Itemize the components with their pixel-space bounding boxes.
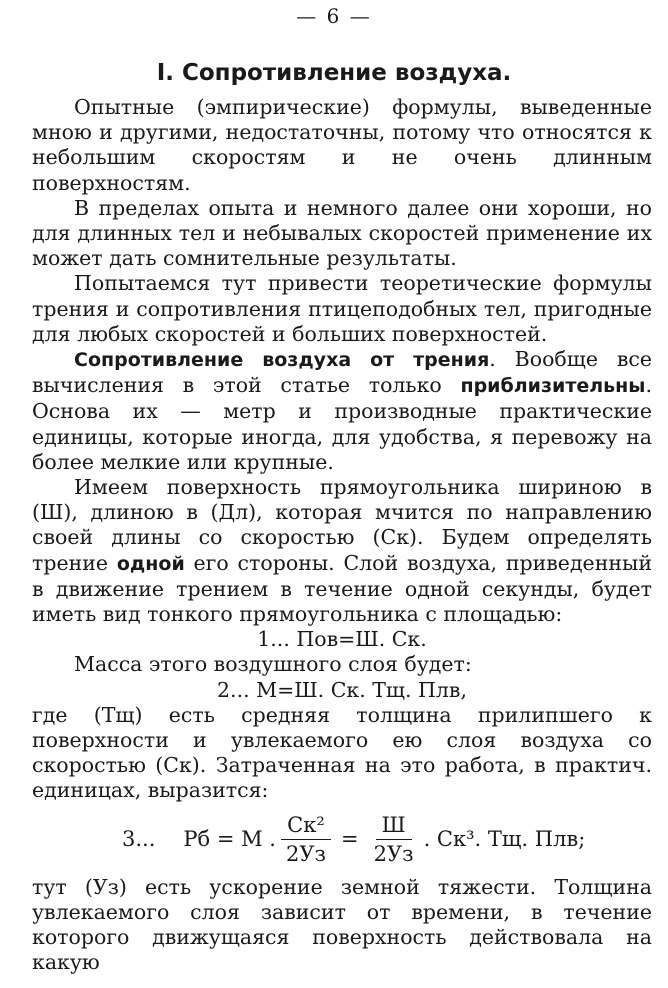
- subheading-friction: Сопротивление воздуха от трения: [74, 349, 490, 372]
- paragraph-2: В пределах опыта и немного далее они хороши, но для длинных тел и небывалых скоростей применение их может дать сомнительные результаты.: [32, 195, 652, 271]
- paragraph-4: [32, 347, 652, 475]
- formula-3-lhs: Рб = М .: [183, 826, 276, 851]
- paragraph-1: Опытные (эмпирические) формулы, выведенные мною и другими, недостаточны, потому что относятся к небольшим скоростям и не очень длинным поверхностям.: [32, 95, 652, 195]
- paragraph-4-text-b: . Основа их — метр и производные практические единицы, которые иногда, для удобства, я перевожу на более мелкие или крупные.: [32, 373, 652, 474]
- formula-1: 1... Пов=Ш. Ск.: [257, 627, 427, 652]
- fraction-2: [368, 812, 420, 867]
- section-heading: I. Сопротивление воздуха.: [156, 60, 512, 86]
- paragraph-4-text-a: . Вообще все вычисления в этой статье только: [32, 347, 652, 398]
- paragraph-8: тут (Уз) есть ускорение земной тяжести. Толщина увлекаемого слоя зависит от времени, в течение которого движущаяся поверхность действовала на какую: [32, 874, 652, 975]
- paragraph-6: Масса этого воздушного слоя будет:: [74, 652, 472, 677]
- fraction-2-numerator: Ш: [376, 812, 412, 840]
- paragraph-7: где (Тщ) есть средняя толщина прилипшего к поверхности и увлекаемого ею слоя воздуха со скоростью (Ск). Затраченная на это работа, в практич. единицах, выразится:: [32, 702, 652, 803]
- page-number: — 6 —: [296, 4, 372, 28]
- fraction-2-denominator: 2Уз: [373, 841, 414, 866]
- paragraph-5-text-a: Имеем поверхность прямоугольника шириною в (Ш), длиною в (Дл), которая мчится по направлению своей длины со скоростью (Ск). Будем определять трение: [32, 475, 652, 575]
- formula-3: [122, 812, 652, 867]
- fraction-1-denominator: 2Уз: [285, 841, 326, 866]
- emphasis-one: одной: [116, 552, 185, 575]
- paragraph-5: [32, 475, 652, 627]
- fraction-1-numerator: Ск²: [281, 812, 331, 840]
- formula-3-label: 3...: [122, 826, 156, 851]
- body-text: [32, 95, 652, 976]
- emphasis-approximate: приблизительны: [460, 375, 646, 398]
- formula-2: 2... М=Ш. Ск. Тщ. Плв,: [217, 677, 467, 702]
- paragraph-5-text-b: его стороны. Слой воздуха, приведенный в движение трением в течение одной секунды, будет иметь вид тонкого прямоугольника с площадью:: [32, 550, 652, 627]
- paragraph-3: Попытаемся тут привести теоретические формулы трения и сопротивления птицеподобных тел, пригодные для любых скоростей и больших поверхностей.: [32, 271, 652, 346]
- formula-3-equals: =: [340, 826, 359, 851]
- formula-3-tail: . Ск³. Тщ. Плв;: [423, 826, 586, 851]
- fraction-1: [280, 812, 332, 867]
